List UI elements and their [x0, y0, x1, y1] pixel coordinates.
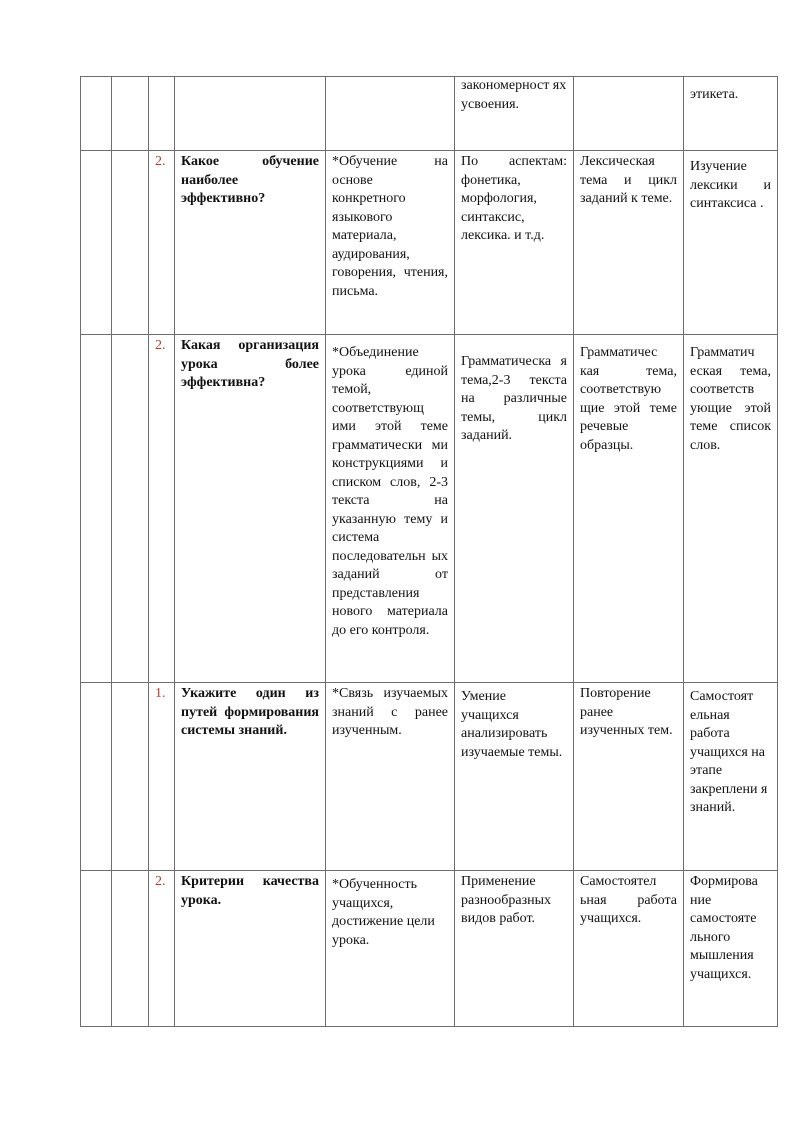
blank-cell [112, 871, 149, 1027]
answer-option-1: *Связь изучаемых знаний с ранее изученным. [326, 683, 455, 871]
answer-option-1: *Объединение урока единой темой, соответствующ ими этой теме грамматически ми конструкциями и списком слов, 2-3 текста на указанную тему и система последовательн ых заданий от представления нового материала до его контроля. [326, 335, 455, 683]
table-row [81, 151, 778, 335]
question-cell: Какое обучение наиболее эффективно? [175, 151, 326, 335]
blank-cell [81, 151, 112, 335]
answer-option-4: Изучение лексики и синтаксиса . [684, 151, 778, 335]
answer-option-3: Самостоятел ьная работа учащихся. [574, 871, 684, 1027]
answer-option-1: *Обученность учащихся, достижение цели урока. [326, 871, 455, 1027]
answer-option-3: Повторение ранее изученных тем. [574, 683, 684, 871]
answer-option-1 [326, 77, 455, 151]
answer-option-2: Умение учащихся анализировать изучаемые темы. [455, 683, 574, 871]
row-number: 2. [149, 151, 175, 335]
table-row [81, 871, 778, 1027]
blank-cell [81, 683, 112, 871]
blank-cell [81, 77, 112, 151]
answer-option-3 [574, 77, 684, 151]
answer-option-2: закономерност ях усвоения. [455, 77, 574, 151]
answer-option-4: Формирова ние самостояте льного мышления учащихся. [684, 871, 778, 1027]
question-cell [175, 77, 326, 151]
blank-cell [112, 77, 149, 151]
answer-option-2: По аспектам: фонетика, морфология, синтаксис, лексика. и т.д. [455, 151, 574, 335]
answer-option-2: Применение разнообразных видов работ. [455, 871, 574, 1027]
blank-cell [112, 335, 149, 683]
answer-option-3: Грамматичес кая тема, соответствую щие этой теме речевые образцы. [574, 335, 684, 683]
row-number: 2. [149, 335, 175, 683]
blank-cell [112, 683, 149, 871]
question-cell: Укажите один из путей формирования системы знаний. [175, 683, 326, 871]
answer-option-1: *Обучение на основе конкретного языкового материала, аудирования, говорения, чтения, письма. [326, 151, 455, 335]
question-cell: Критерии качества урока. [175, 871, 326, 1027]
blank-cell [81, 335, 112, 683]
table-row [81, 335, 778, 683]
row-number: 2. [149, 871, 175, 1027]
answer-option-3: Лексическая тема и цикл заданий к теме. [574, 151, 684, 335]
blank-cell [81, 871, 112, 1027]
answer-option-4: Самостоят ельная работа учащихся на этапе закреплени я знаний. [684, 683, 778, 871]
answer-option-4: Грамматич еская тема, соответств ующие этой теме список слов. [684, 335, 778, 683]
question-cell: Какая организация урока более эффективна? [175, 335, 326, 683]
table-row [81, 77, 778, 151]
blank-cell [112, 151, 149, 335]
answer-option-2: Грамматическа я тема,2-3 текста на различные темы, цикл заданий. [455, 335, 574, 683]
answer-option-4: этикета. [684, 77, 778, 151]
test-table [80, 76, 778, 1027]
table-row [81, 683, 778, 871]
row-number: 1. [149, 683, 175, 871]
row-number [149, 77, 175, 151]
